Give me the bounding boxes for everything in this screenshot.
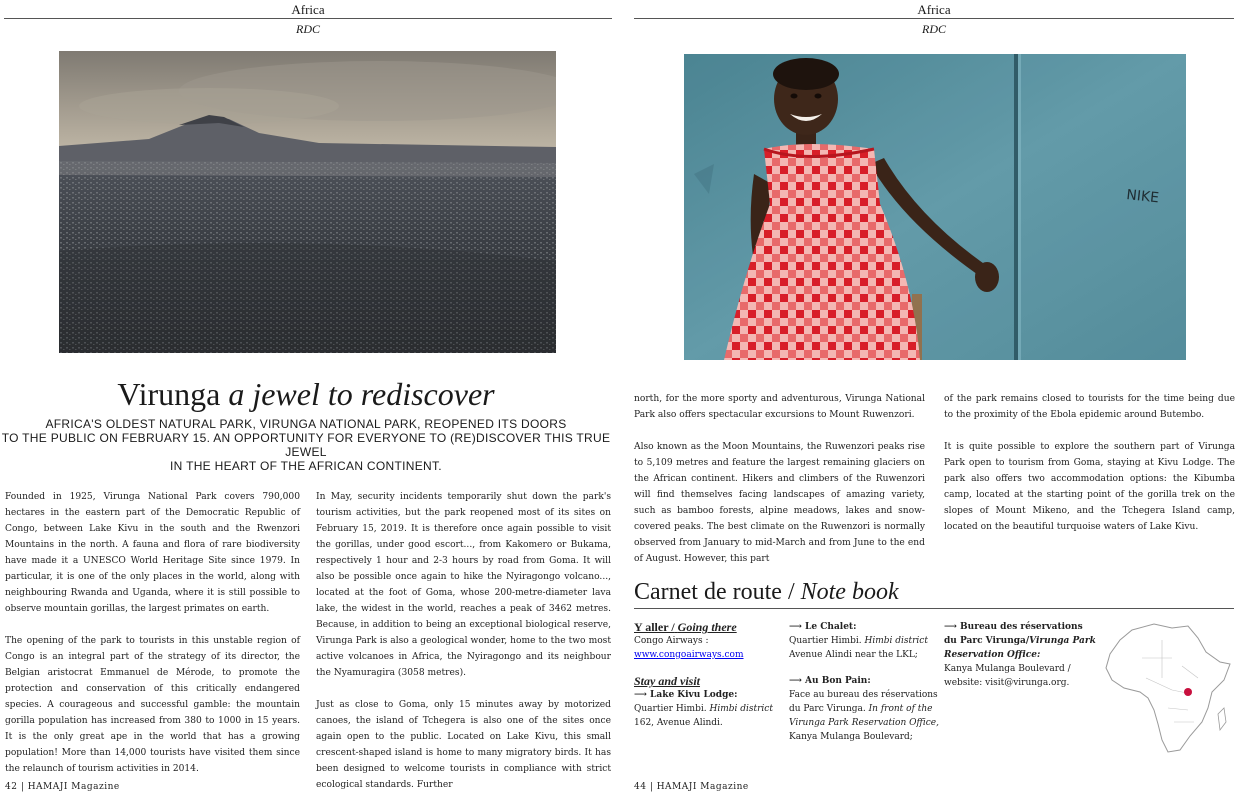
lodge-entry	[634, 688, 784, 702]
bon-pain-address-4: Kanya Mulanga Boulevard;	[789, 732, 913, 742]
bureau-entry	[944, 620, 1104, 634]
bureau-address: Kanya Mulanga Boulevard /	[944, 664, 1071, 674]
lodge-address-2: 162, Avenue Alindi.	[634, 718, 723, 728]
head-rule	[4, 18, 612, 19]
running-head-left	[4, 3, 612, 37]
lodge-addr-en: Himbi district	[709, 704, 773, 714]
title-main: Virunga	[117, 376, 221, 412]
chalet-address-1	[789, 634, 939, 648]
chalet-addr-en: Himbi district	[864, 636, 928, 646]
article-title	[0, 376, 612, 412]
bon-pain-address-3: Virunga Park Reservation Office,	[789, 718, 939, 728]
graffiti-text: NIKE	[1125, 187, 1160, 207]
body-column-3	[634, 391, 925, 583]
section-label: Africa	[291, 2, 325, 17]
paragraph: Just as close to Goma, only 15 minutes away by motorized canoes, the island of Tchegera is also one of the sites once again open to the public. Located on Lake Kivu, this small crescent-shaped island is home to many migratory birds. It has been designed to welcome tourists in compliance with strict ecological standards. Further	[316, 700, 611, 790]
body-column-2	[316, 489, 611, 794]
article-lede	[0, 417, 612, 473]
volcano-city-photo	[59, 51, 556, 353]
arrow-icon: ⟶	[789, 622, 802, 632]
goma-marker	[1184, 688, 1192, 696]
notebook-column-1	[634, 620, 784, 730]
body-column-1	[5, 489, 300, 793]
spacer	[789, 662, 939, 674]
chalet-address-2: Avenue Alindi near the LKL;	[789, 650, 918, 660]
subsection-label: RDC	[296, 22, 320, 36]
arrow-icon: ⟶	[789, 676, 802, 686]
title-italic: a jewel to rediscover	[228, 376, 495, 412]
notebook-rule	[634, 608, 1234, 609]
girl-photo-graphic	[684, 54, 1186, 360]
lodge-name: Lake Kivu Lodge:	[650, 690, 738, 700]
bureau-line-2	[944, 634, 1104, 648]
lede-line: IN THE HEART OF THE AFRICAN CONTINENT.	[170, 459, 442, 473]
paragraph: Founded in 1925, Virunga National Park covers 790,000 hectares in the eastern part of the Democratic Republic of Congo, between Lake Kivu in the south and the Rwenzori Mountains in the north. A fauna and flora of rare biodiversity have made it a UNESCO World Heritage Site since 1979. In particular, it is one of the only places in the world, along with neighbouring Rwanda and Uganda, where it is still possible to observe mountain gorillas, the largest primates on earth.	[5, 492, 300, 614]
right-page	[624, 0, 1248, 794]
bureau-name: Bureau des réservations	[960, 622, 1083, 632]
head-rule	[634, 18, 1234, 19]
section-label: Africa	[917, 2, 951, 17]
paragraph: of the park remains closed to tourists for the time being due to the proximity of the Ebola epidemic around Butembo.	[944, 394, 1235, 420]
bon-pain-entry	[789, 674, 939, 688]
notebook-title	[634, 578, 899, 606]
bureau-en: Virunga Park	[1029, 636, 1096, 646]
notebook-title-italic: Note book	[800, 579, 899, 605]
bon-pain-address-1: Face au bureau des réservations	[789, 690, 938, 700]
paragraph: It is quite possible to explore the southern part of Virunga Park open to tourism from Goma, staying at Kivu Lodge. The park also offers two accommodation options: the Kibumba camp, located at the starting point of the gorilla trek on the slopes of Mount Mikeno, and the Tchegera Island camp, located on the beautiful turquoise waters of Lake Kivu.	[944, 442, 1235, 532]
bureau-line-3: Reservation Office:	[944, 650, 1041, 660]
lodge-addr-fr: Quartier Himbi.	[634, 704, 707, 714]
bureau-fr: du Parc Virunga/	[944, 636, 1030, 646]
airline-name: Congo Airways :	[634, 636, 709, 646]
paragraph: The opening of the park to tourists in this unstable region of Congo is an integral part of the strategy of its director, the Belgian aristocrat Emmanuel de Mérode, to promote the protection and conservation of this critically endangered species. A courageous and successful gamble: the mountain gorilla population has increased from 380 to 1000 in 15 years. It is the only great ape in the world that has a growing population! More than 14,000 tourists have visited them since the relaunch of tourism activities in 2014.	[5, 636, 300, 774]
paragraph: north, for the more sporty and adventurous, Virunga National Park also offers spectacular excursions to Mount Ruwenzori.	[634, 394, 925, 420]
lede-line: TO THE PUBLIC ON FEBRUARY 15. AN OPPORTUNITY FOR EVERYONE TO (RE)DISCOVER THIS TRUE JEWEL	[1, 431, 611, 459]
lodge-address-1	[634, 702, 784, 716]
stay-visit-heading: Stay and visit	[634, 674, 701, 688]
bureau-website: website: visit@virunga.org.	[944, 678, 1070, 688]
folio-right: 44 | HAMAJI Magazine	[634, 782, 749, 792]
notebook-title-main: Carnet de route /	[634, 579, 795, 605]
notebook-column-3	[944, 620, 1104, 690]
girl-portrait-photo	[684, 54, 1186, 360]
arrow-icon: ⟶	[634, 690, 647, 700]
notebook-column-2	[789, 620, 939, 744]
chalet-addr-fr: Quartier Himbi.	[789, 636, 862, 646]
running-head-right	[634, 3, 1234, 37]
paragraph: Also known as the Moon Mountains, the Ruwenzori peaks rise to 5,109 metres and feature the largest remaining glaciers on the African continent. Hikers and climbers of the Ruwenzori will find themselves facing landscapes of amazing variety, such as bamboo forests, alpine meadows, lakes and snow-covered peaks. The best climate on the Ruwenzori is normally observed from January to mid-March and from June to the end of August. However, this part	[634, 442, 925, 564]
arrow-icon: ⟶	[944, 622, 957, 632]
subsection-label: RDC	[922, 22, 946, 36]
going-there-heading	[634, 620, 784, 634]
airline-link[interactable]: www.congoairways.com	[634, 650, 744, 660]
lede-line: AFRICA'S OLDEST NATURAL PARK, VIRUNGA NATIONAL PARK, REOPENED ITS DOORS	[45, 417, 567, 431]
going-there-en: Going there	[677, 620, 737, 634]
volcano-photo-graphic	[59, 51, 556, 353]
bon-pain-name: Au Bon Pain:	[805, 676, 871, 686]
africa-map	[1102, 618, 1234, 758]
bon-pain-addr-fr: du Parc Virunga.	[789, 704, 866, 714]
going-there-fr: Y aller /	[634, 620, 675, 634]
folio-left: 42 | HAMAJI Magazine	[5, 782, 120, 792]
bon-pain-addr-en: In front of the	[868, 704, 933, 714]
africa-outline-graphic	[1102, 618, 1234, 758]
bon-pain-address-2	[789, 702, 939, 716]
chalet-entry	[789, 620, 939, 634]
chalet-name: Le Chalet:	[805, 622, 857, 632]
body-column-4	[944, 391, 1235, 551]
paragraph: In May, security incidents temporarily shut down the park's tourism activities, but the park reopened most of its sites on February 15, 2019. It is therefore once again possible to visit the gorillas, under good escort..., from Kakomero or Bukama, respectively 1 hour and 2-3 hours by road from Goma. It will also be possible once again to hike the Nyiragongo volcano..., located at the foot of Goma, whose 200-metre-diameter lava lake, the widest in the world, reaches a peak of 3462 metres. Because, in addition to being an exceptional biological reserve, Virunga Park is also a geological wonder, home to the two most active volcanoes in Africa, the Nyiragongo and its neighbour the Nyamuragira (3058 metres).	[316, 492, 611, 678]
